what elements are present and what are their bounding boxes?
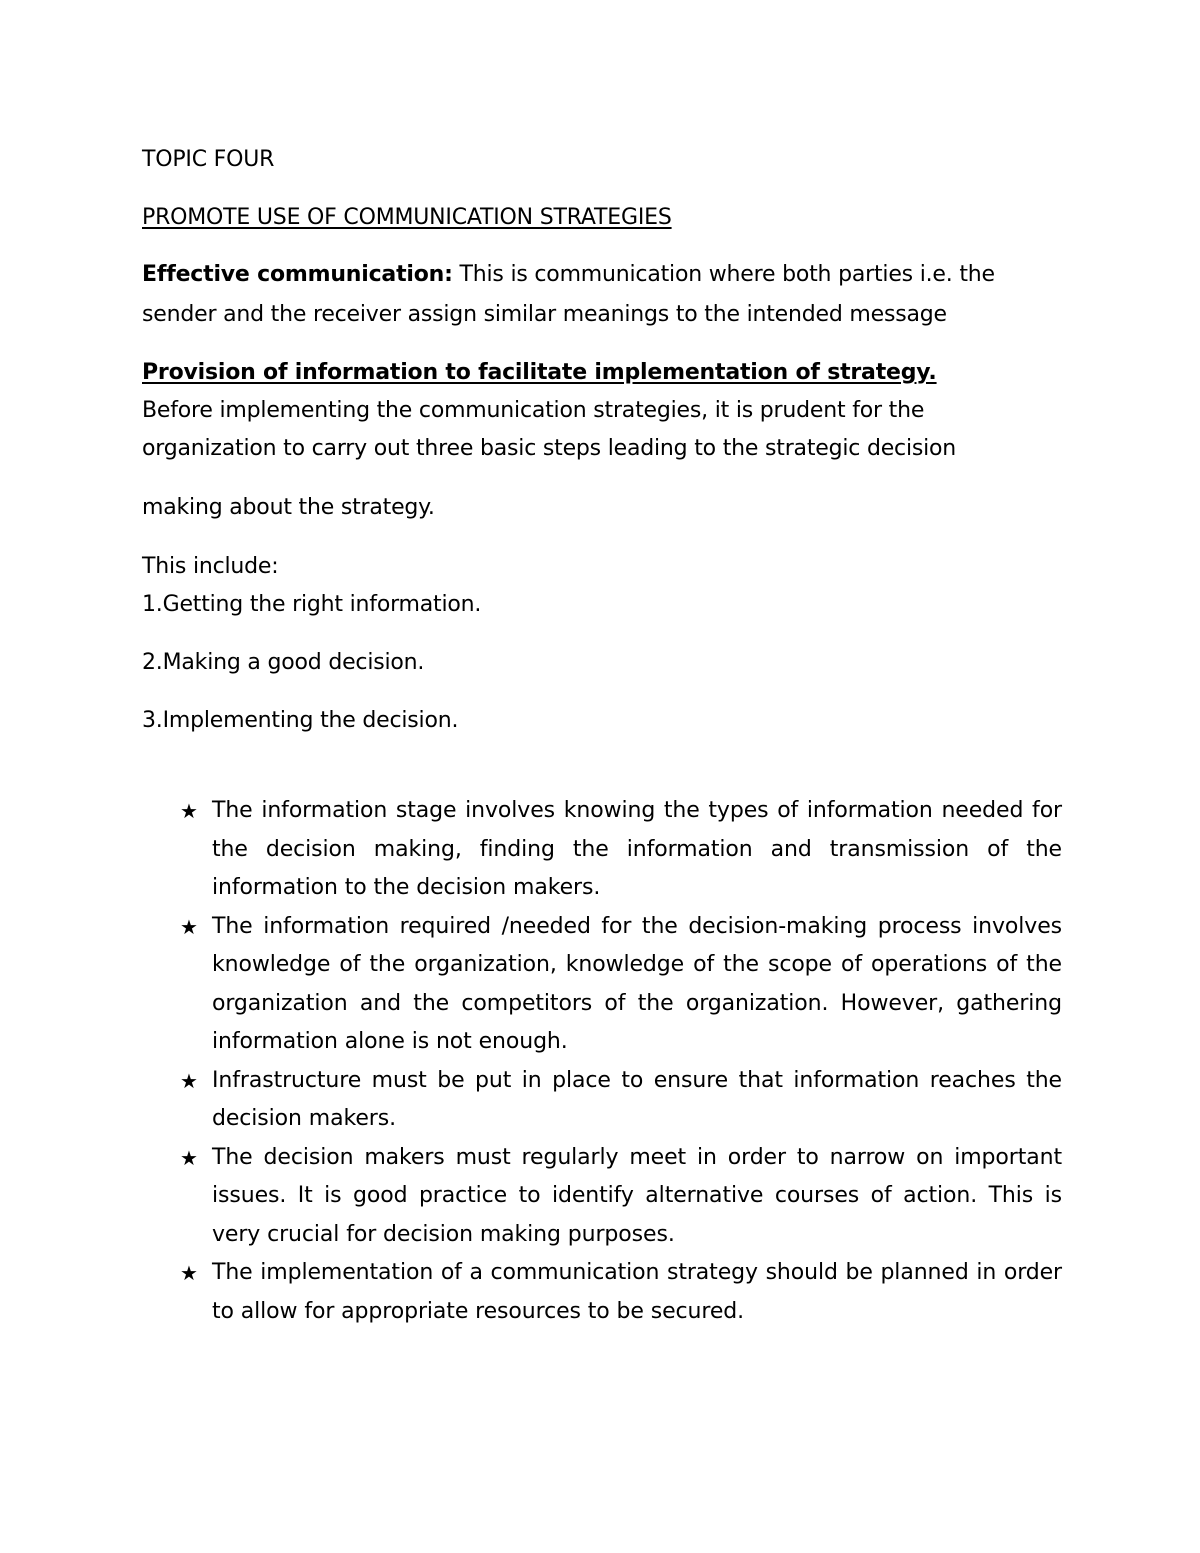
definition-term: Effective communication: bbox=[142, 262, 453, 287]
intro-line-1: Before implementing the communication strategies, it is prudent for the bbox=[142, 398, 925, 423]
bullet-text: The information stage involves knowing the types of information needed for the decision making, finding the information and transmission of the information to the decision makers. bbox=[212, 798, 1062, 900]
bullet-text: Infrastructure must be put in place to ensure that information reaches the decision makers. bbox=[212, 1067, 1062, 1131]
star-bullet-icon: ★ bbox=[180, 1068, 198, 1093]
step-item: 3.Implementing the decision. bbox=[142, 708, 459, 733]
star-bullet-icon: ★ bbox=[180, 799, 198, 823]
steps-intro: This include: bbox=[142, 554, 279, 579]
definition-line-1 bbox=[142, 260, 995, 290]
bullet-item bbox=[142, 908, 1062, 1062]
document-title: PROMOTE USE OF COMMUNICATION STRATEGIES bbox=[142, 205, 672, 230]
bullet-list bbox=[142, 792, 1062, 1331]
topic-label: TOPIC FOUR bbox=[142, 147, 275, 172]
star-bullet-icon: ★ bbox=[180, 914, 198, 939]
bullet-item bbox=[142, 1139, 1062, 1255]
bullet-text: The decision makers must regularly meet in order to narrow on important issues. It is good practice to identify alternative courses of action. This is very crucial for decision making purposes. bbox=[212, 1144, 1062, 1247]
definition-line-2: sender and the receiver assign similar meanings to the intended message bbox=[142, 302, 947, 327]
bullet-text: The implementation of a communication strategy should be planned in order to allow for appropriate resources to be secured. bbox=[212, 1260, 1062, 1324]
bullet-item bbox=[142, 1254, 1062, 1331]
intro-line-2: organization to carry out three basic steps leading to the strategic decision bbox=[142, 436, 957, 461]
bullet-text: The information required /needed for the decision-making process involves knowledge of the organization, knowledge of the scope of operations of the organization and the competitors of the organization. However, gathering information alone is not enough. bbox=[212, 913, 1062, 1054]
bullet-item bbox=[142, 792, 1062, 908]
definition-text: This is communication where both parties i.e. the bbox=[452, 262, 995, 287]
step-item: 2.Making a good decision. bbox=[142, 650, 425, 675]
star-bullet-icon: ★ bbox=[180, 1145, 198, 1170]
step-item: 1.Getting the right information. bbox=[142, 592, 482, 617]
star-bullet-icon: ★ bbox=[180, 1261, 198, 1285]
bullet-item bbox=[142, 1062, 1062, 1139]
intro-line-3: making about the strategy. bbox=[142, 495, 435, 520]
section-heading: Provision of information to facilitate implementation of strategy. bbox=[142, 360, 937, 385]
